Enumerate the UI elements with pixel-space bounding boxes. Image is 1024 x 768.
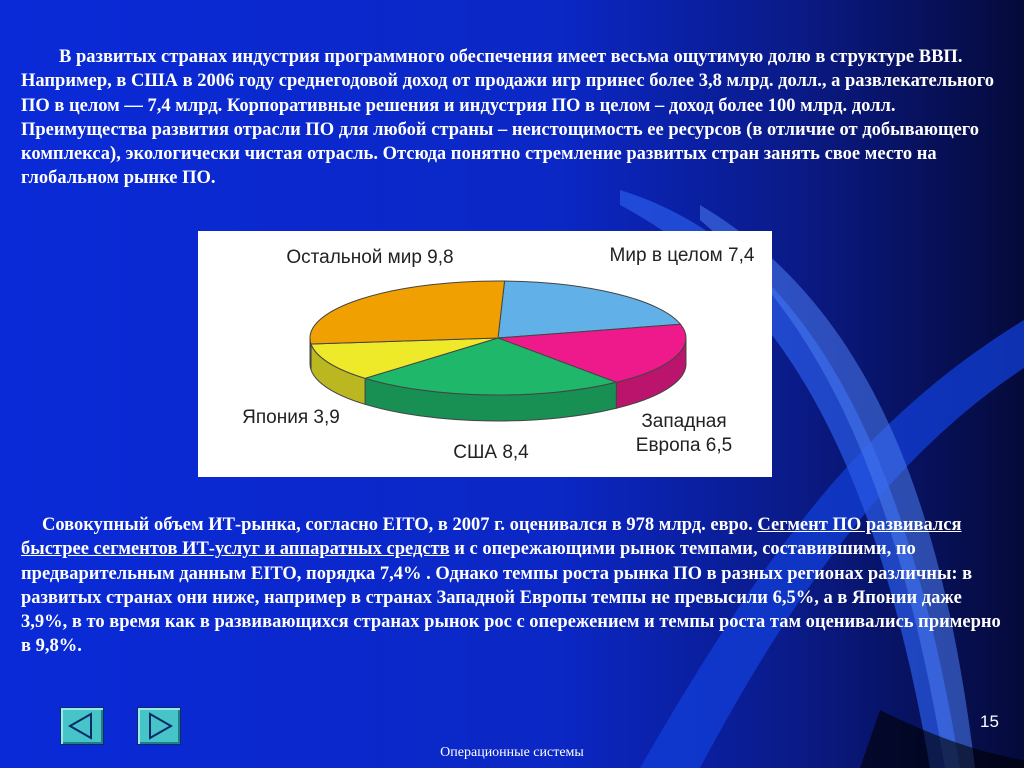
pie-slice-label: Япония 3,9 xyxy=(242,407,340,428)
pie-slice xyxy=(310,281,505,344)
pie-chart-svg xyxy=(198,231,772,477)
market-paragraph xyxy=(21,513,1006,659)
pie-chart xyxy=(198,231,772,477)
footer-title: Операционные системы xyxy=(440,745,584,760)
slide-number: 15 xyxy=(980,712,999,731)
software-segment-link[interactable]: Сегмент ПО развивался быстрее сегментов ИТ-услуг и аппаратных средств xyxy=(21,515,962,560)
pie-slice-label: Мир в целом 7,4 xyxy=(609,245,755,266)
market-paragraph-start: Совокупный объем ИТ-рынка, согласно EITO, в 2007 г. оценивался в 978 млрд. евро. xyxy=(42,515,758,535)
left-triangle-icon xyxy=(61,708,103,744)
previous-slide-button[interactable] xyxy=(60,707,104,745)
market-paragraph-end: и с опережающими рынок темпами, составившими, по предварительным данным EITO, порядка 7,4% . Однако темпы роста рынка ПО в разных регионах различны: в развитых странах они ниже, например в странах Западной Европы темпы не превысили 6,5%, а в Японии даже 3,9%, в то время как в развивающихся странах рынок рос с опережением и темпы роста там оценивались примерно в 9,8%. xyxy=(21,539,1001,657)
right-triangle-icon xyxy=(138,708,180,744)
pie-slice-label: Европа 6,5 xyxy=(635,435,733,456)
pie-slice-label: Остальной мир 9,8 xyxy=(286,247,454,268)
intro-paragraph: В развитых странах индустрия программного обеспечения имеет весьма ощутимую долю в структуре ВВП. Например, в США в 2006 году среднегодовой доход от продажи игр принес более 3,8 млрд. долл., а развлекательного ПО в целом — 7,4 млрд. Корпоративные решения и индустрия ПО в целом – доход более 100 млрд. долл. Преимущества развития отрасли ПО для любой страны – неистощимость ее ресурсов (в отличие от добывающего комплекса), экологически чистая отрасль. Отсюда понятно стремление развитых стран занять свое место на глобальном рынке ПО. xyxy=(21,47,994,189)
pie-slice-label: Западная xyxy=(641,411,727,432)
next-slide-button[interactable] xyxy=(137,707,181,745)
pie-slice-label: США 8,4 xyxy=(453,442,529,463)
